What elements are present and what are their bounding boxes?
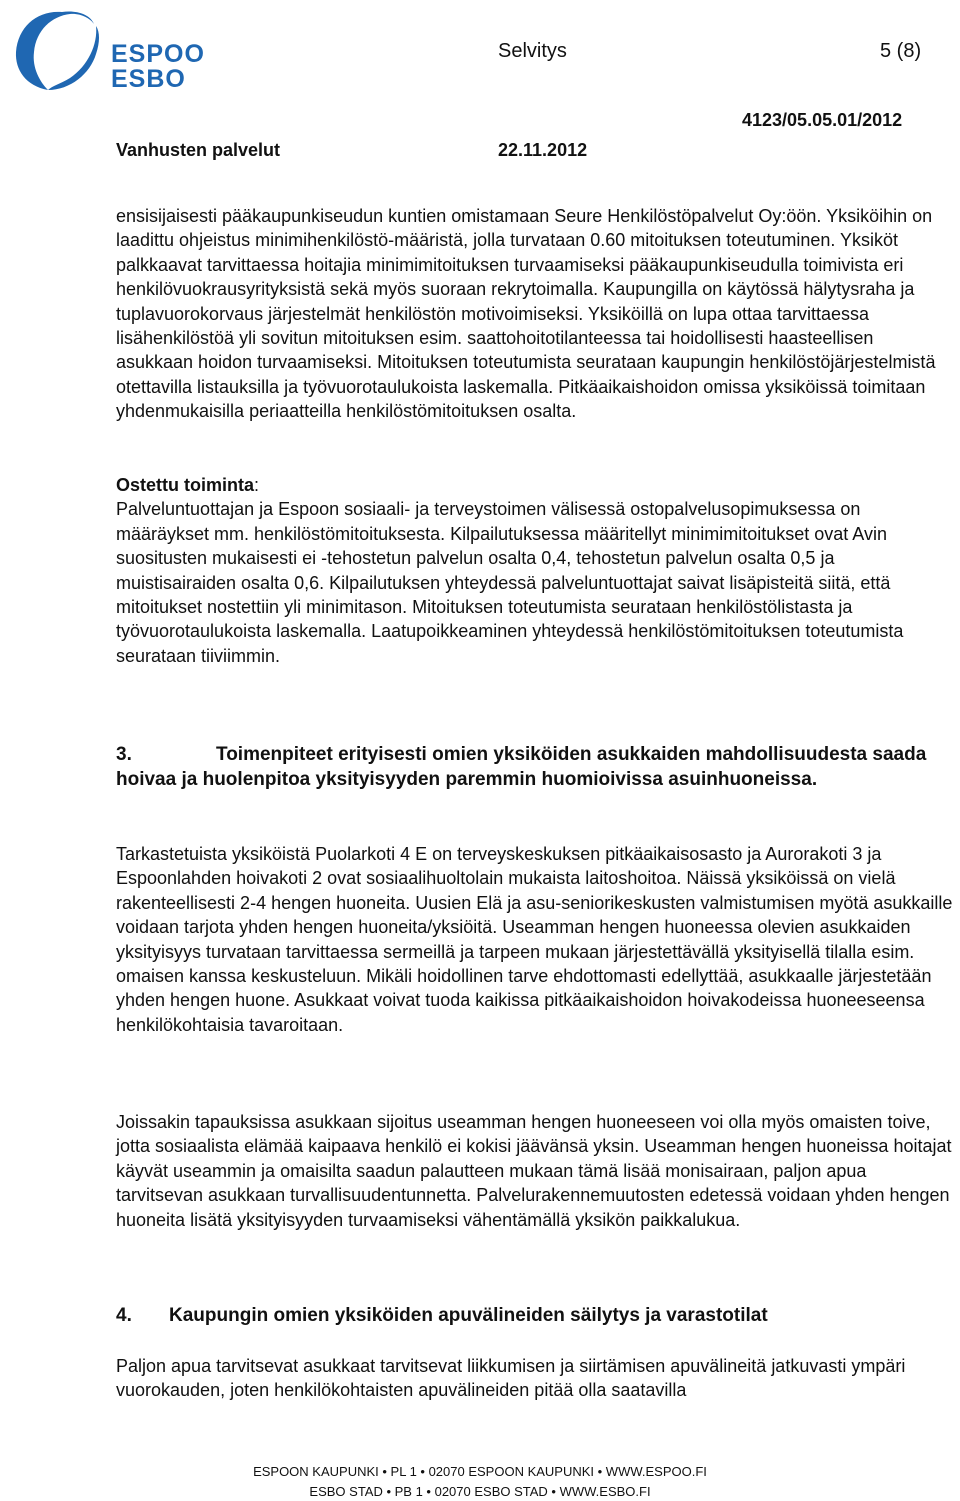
page-indicator: 5 (8) bbox=[880, 40, 922, 62]
purchased-services-label-line bbox=[116, 473, 954, 497]
reference-number: 4123/05.05.01/2012 bbox=[742, 110, 903, 130]
top-paragraph-block bbox=[116, 204, 954, 424]
section-3-title: Toimenpiteet erityisesti omien yksiköiden asukkaiden mahdollisuudesta saada hoivaa ja huolenpitoa yksityisyyden paremmin huomioivissa asuinhuoneissa. bbox=[116, 744, 927, 790]
section-3-paragraph-1: Tarkastetuista yksiköistä Puolarkoti 4 E on terveyskeskuksen pitkäaikaisosasto ja Aurorakoti 3 ja Espoonlahden hoivakoti 2 ovat sosiaalihuoltolain mukaista laitoshoitoa. Näissä yksiköissä on vielä rakenteellisesti 2-4 hengen huoneita. Uusien Elä ja asu-seniorikeskusten valmistumisen myötä asukkaille voidaan tarjota yhden hengen huoneita/yksiöitä. Useamman hengen huoneessa olevien asukkaiden yksityisyys turvataan tarvittaessa sermeillä ja tarpeen mukaan järjestettävällä yksityisellä tilalla esim. omaisen kanssa keskusteluun. Mikäli hoidollinen tarve ehdottomasti edellyttää, asukkaalle järjestetään yhden hengen huone. Asukkaat voivat tuoda kaikissa pitkäaikaishoidon hoivakodeissa huoneeseensa henkilökohtaisia tavaroitaan. bbox=[116, 844, 953, 1035]
section-3-number: 3. bbox=[116, 744, 132, 765]
logo-text-espoo: ESPOO bbox=[111, 40, 205, 68]
section-4-number: 4. bbox=[116, 1305, 132, 1326]
section-3-paragraph-2-block bbox=[116, 1110, 954, 1232]
logo-swoosh-icon bbox=[16, 12, 94, 91]
logo-swoosh-inner-icon bbox=[48, 26, 99, 90]
purchased-services-label-suffix: : bbox=[254, 475, 260, 495]
purchased-services-paragraph: Palveluntuottajan ja Espoon sosiaali- ja terveystoimen välisessä ostopalvelusopimuksessa on määräykset mm. henkilöstömitoituksesta. Kilpailutuksessa määritellyt minimimitoitukset ovat Avin suositusten mukaisesti ei -tehostetun palvelun osalta 0,4, tehostetun palvelun osalta 0,5 ja muistisairaiden osalta 0,6. Kilpailutuksen yhteydessä palveluntuottajat saivat lisäpisteitä siitä, että mitoitukset nostettiin yli minimitason. Mitoituksen toteutumista seurataan henkilöstölistasta ja työvuorotaulukoista laskemalla. Laatupoikkeaminen yhteydessä henkilöstömitoituksen toteutumista seurataan tiiviimmin. bbox=[116, 499, 904, 666]
section-4-paragraph: Paljon apua tarvitsevat asukkaat tarvitsevat liikkumisen ja siirtämisen apuvälineitä jatkuvasti ympäri vuorokauden, joten henkilökohtaisten apuvälineiden pitää olla saatavilla bbox=[116, 1356, 906, 1401]
section-4-title: Kaupungin omien yksiköiden apuvälineiden säilytys ja varastotilat bbox=[169, 1305, 768, 1326]
department: Vanhusten palvelut bbox=[116, 140, 281, 160]
document-date: 22.11.2012 bbox=[498, 140, 588, 160]
top-paragraph: ensisijaisesti pääkaupunkiseudun kuntien omistamaan Seure Henkilöstöpalvelut Oy:öön. Yksiköihin on laadittu ohjeistus minimihenkilöstö-määristä, jolla turvataan 0.60 mitoituksen toteutuminen. Yksiköt palkkaavat tarvittaessa hoitajia minimimitoituksen turvaamiseksi pääkaupunkiseudulla toimivista eri henkilövuokrausyrityksistä sekä myös suoraan rekrytoimalla. Kaupungilla on käytössä hälytysraha ja tuplavuorokorvaus järjestelmät henkilöstön motivoimiseksi. Yksiköillä on lupa ottaa tarvittaessa lisähenkilöstöä yli sovitun mitoituksen esim. saattohoitotilanteessa tai hoidollisesti haasteellisen asukkaan hoidon turvaamiseksi. Mitoituksen toteutumista seurataan kaupungin henkilöstöjärjestelmistä otettavilla listauksilla ja työvuorotaulukoista laskemalla. Pitkäaikaishoidon omissa yksiköissä toimitaan yhdenmukaisilla periaatteilla henkilöstömitoituksen osalta. bbox=[116, 206, 936, 422]
purchased-services-label: Ostettu toiminta bbox=[116, 475, 254, 495]
section-3-paragraph-1-block bbox=[116, 842, 954, 1037]
section-4-heading bbox=[116, 1304, 946, 1329]
espoo-esbo-logo bbox=[10, 4, 210, 94]
section-3-heading bbox=[116, 743, 946, 792]
footer-line-finnish: ESPOON KAUPUNKI • PL 1 • 02070 ESPOON KAUPUNKI • WWW.ESPOO.FI bbox=[253, 1464, 707, 1479]
purchased-services-block bbox=[116, 473, 954, 668]
section-4-paragraph-block bbox=[116, 1354, 954, 1403]
section-3-paragraph-2: Joissakin tapauksissa asukkaan sijoitus useamman hengen huoneeseen voi olla myös omaisten toive, jotta sosiaalista elämää kaipaava henkilö ei kokisi jäävänsä yksin. Useamman hengen huoneissa hoitajat käyvät useammin ja omaisilta saadun palautteen mukaan tämä lisää monisairaan, paljon apua tarvitsevan asukkaan turvallisuudentunnetta. Palvelurakennemuutosten edetessä voidaan yhden hengen huoneita lisätä yksityisyyden turvaamiseksi vähentämällä yksikön paikkalukua. bbox=[116, 1112, 952, 1230]
footer-line-swedish: ESBO STAD • PB 1 • 02070 ESBO STAD • WWW.ESBO.FI bbox=[309, 1484, 651, 1499]
document-type: Selvitys bbox=[498, 40, 567, 62]
logo-text-esbo: ESBO bbox=[111, 65, 186, 93]
